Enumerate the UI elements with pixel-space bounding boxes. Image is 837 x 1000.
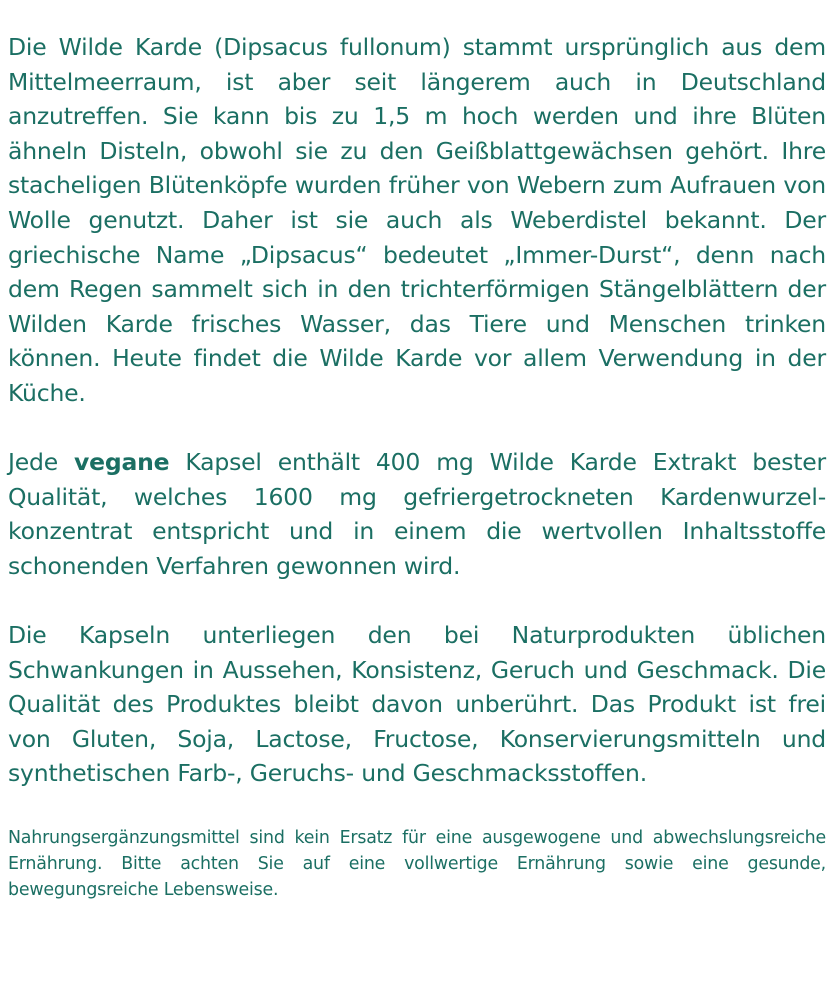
supplement-disclaimer: Nahrungsergänzungsmittel sind kein Ersatz für eine ausgewogene und abwechslungsreiche Ernährung. Bitte achten Sie auf eine vollwertige Ernährung sowie eine gesunde, bewegungsreiche Lebensweise. <box>8 828 826 901</box>
product-description <box>8 30 826 903</box>
capsule-rest-text: Kapsel enthält 400 mg Wilde Karde Extrakt bester Qualität, welches 1600 mg gefriergetrockneten Kardenwurzel-konzentrat entspricht und in einem die wertvollen Inhaltsstoffe schonenden Verfahren gewonnen wird. <box>8 448 826 580</box>
quality-notice-paragraph: Die Kapseln unterliegen den bei Naturprodukten üblichen Schwankungen in Aussehen, Konsistenz, Geruch und Geschmack. Die Qualität des Produktes bleibt davon unberührt. Das Produkt ist frei von Gluten, Soja, Lactose, Fructose, Konservierungsmitteln und synthetischen Farb-, Geruchs- und Geschmacksstoffen. <box>8 621 826 788</box>
capsule-lead-text: Jede <box>8 448 74 477</box>
capsule-content-paragraph <box>8 445 826 583</box>
vegan-emphasis: vegane <box>73 448 170 477</box>
plant-description-paragraph: Die Wilde Karde (Dipsacus fullonum) stammt ursprünglich aus dem Mittelmeerraum, ist aber seit längerem auch in Deutschland anzutreffen. Sie kann bis zu 1,5 m hoch werden und ihre Blüten ähneln Disteln, obwohl sie zu den Geißblattgewächsen gehört. Ihre stacheligen Blütenköpfe wurden früher von Webern zum Aufrauen von Wolle genutzt. Daher ist sie auch als Weberdistel bekannt. Der griechische Name „Dipsacus“ bedeutet „Immer-Durst“, denn nach dem Regen sammelt sich in den trichterförmigen Stängelblättern der Wilden Karde frisches Wasser, das Tiere und Menschen trinken können. Heute findet die Wilde Karde vor allem Verwendung in der Küche. <box>8 33 826 407</box>
